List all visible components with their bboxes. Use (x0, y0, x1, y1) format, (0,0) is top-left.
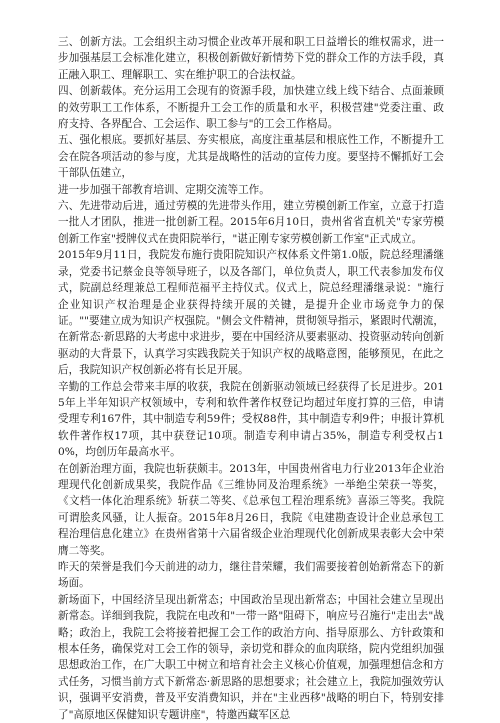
paragraph-management-innovation: 在创新治理方面，我院也斩获颇丰。2013年，中国贵州省电力行业2013年企业治理现代化创新成果奖，我院作品《三维协同及治理系统》一举绝尘荣获一等奖，《文档一体化治理系统》斩获二等奖、《总承包工程治理系统》喜添三等奖。我院可谓脍炙风骚，让人振奋。2015年8月26日，我院《电建勘查设计企业总承包工程治理信息化建立》在贵州省第十六届省级企业治理现代化创新成果表彰大会中荣膺二等奖。 (58, 462, 444, 557)
paragraph-honors: 昨天的荣誉是我们今天前进的动力，继往昔荣耀，我们需要接着创始新常态下的新场面。 (58, 561, 444, 590)
paragraph-strengthen-foundation: 五、强化根底。要抓好基层、夯实根底，高度注重基层和根底性工作，不断提升工会在院各项活动的参与度，尤其是战略性的活动的宣传力度。要坚持不懈抓好工会干部队伍建立， (58, 134, 444, 180)
document-body (58, 34, 444, 723)
paragraph-new-normal: 新场面下，中国经济呈现出新常态；中国政治呈现出新常态；中国社会建立呈现出新常态。详细到我院，我院在电改和"一带一路"阻碍下，响应号召施行"走出去"战略；政治上，我院工会将接着把握工会工作的政治方向、指导原那么、方针政策和根本任务，确保党对工会工作的领导，亲切党和群众的血肉联络，院内党组织加强思想政治工作，在广大职工中树立和培育社会主义核心价值观，加强理想信念和方式任务，习惯当前方式下新常态·新思路的思想要求；社会建立上，我院加强效劳认识，强调平安消费，普及平安消费知识，并在"主业西移"战略的明白下，特别安排了"高原地区保健知识专题讲座"，特邀西藏军区总 (58, 593, 444, 721)
paragraph-innovation-results: 辛勤的工作总会带来丰厚的收获，我院在创新驱动领域已经获得了长足进步。2015年上半年知识产权领域中，专利和软件著作权登记均超过年度打算的三倍，申请受理专利167件，其中制造专利59件；受权88件，其中制造专利9件；申报计算机软件著作权17项，其中获登记10项。制造专利申请占35%，制造专利受权占10%，均创历年最高水平。 (58, 380, 444, 459)
paragraph-innovation-carrier: 四、创新载体。充分运用工会现有的资源手段，加快建立线上线下结合、点面兼顾的效劳职工工作体系，不断提升工会工作的质量和水平，积极营建"党委注重、政府支持、各界配合、工会运作、职工参与"的工会工作格局。 (58, 85, 444, 131)
paragraph-cadre-training: 进一步加强干部教育培训、定期交流等工作。 (58, 183, 270, 196)
paragraph-model-workers: 六、先进带动后进，通过劳模的先进带头作用，建立劳模创新工作室，立意于打造一批人才团队，推进一批创新工程。2015年6月10日，贵州省省直机关"专家劳模创新工作室"授牌仪式在贵阳院举行，"谌正刚专家劳模创新工作室"正式成立。 (58, 200, 444, 245)
paragraph-innovation-method: 三、创新方法。工会组织主动习惯企业改革开展和职工日益增长的维权需求，进一步加强基层工会标准化建立，积极创新做好新情势下党的群众工作的方法手段，真正融入职工、理解职工、实在维护职工的合法权益。 (58, 36, 444, 81)
paragraph-ip-system: 2015年9月11日，我院发布施行贵阳院知识产权体系文件第1.0版，院总经理潘继录，党委书记蔡金良等领导班子，以及各部门，单位负责人，职工代表参加发布仪式，院副总经理兼总工程师范福平主持仪式。仪式上，院总经理潘继录说："施行企业知识产权治理是企业获得持续开展的关键，是提升企业市场竞争力的保证。""要建立成为知识产权强院。"侧会文件精神，贯彻领导指示，紧跟时代潮流，在新常态·新思路的大考虑中求进步，要在中国经济从要素驱动、投资驱动转向创新驱动的大背景下，认真学习实践我院关于知识产权的战略意图，能够预见，在此之后，我院知识产权创新必将有长足开展。 (58, 249, 444, 377)
